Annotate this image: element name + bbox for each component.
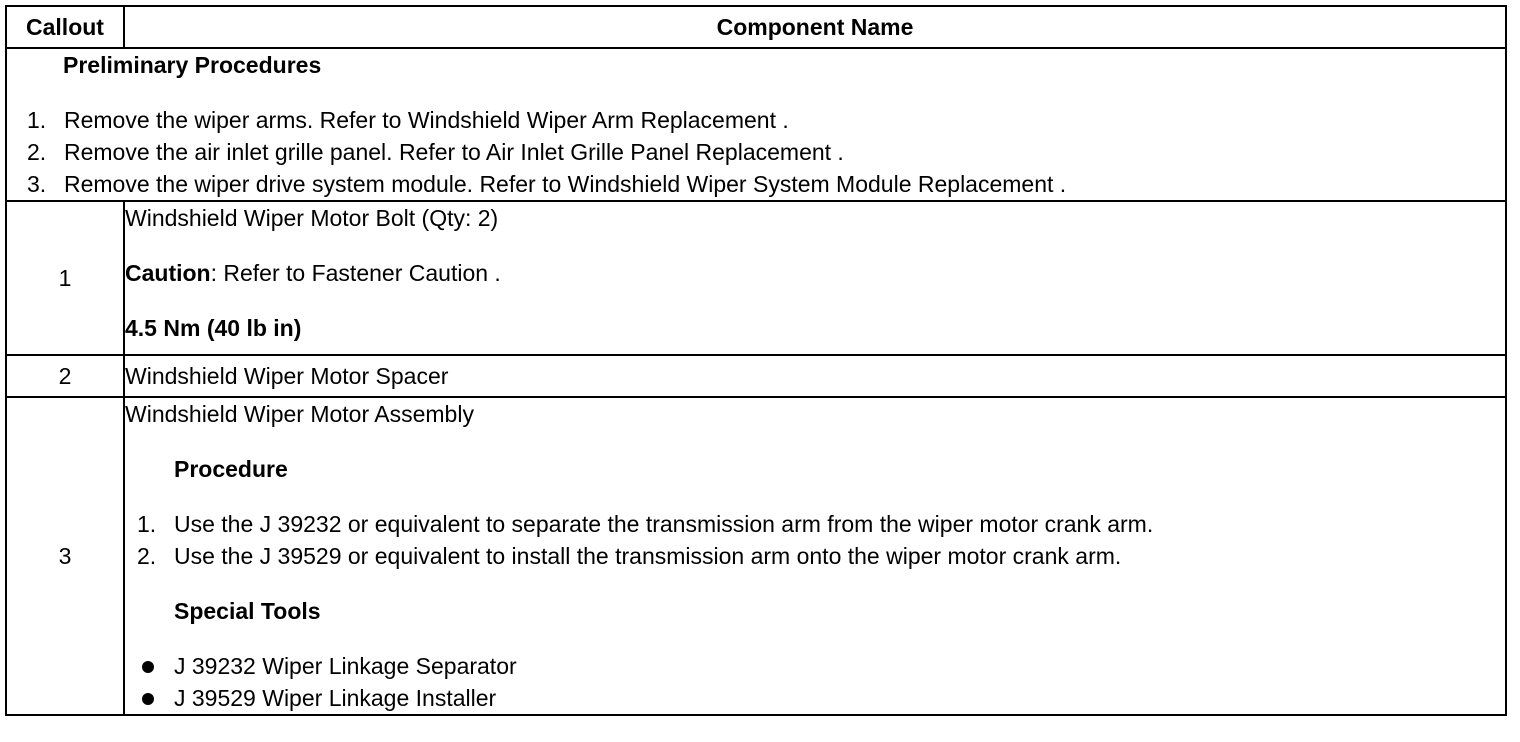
component-name: Windshield Wiper Motor Spacer	[125, 363, 449, 389]
caution-text: : Refer to Fastener Caution .	[210, 260, 501, 286]
caution-line	[125, 257, 1505, 289]
component-name: Windshield Wiper Motor Bolt (Qty: 2)	[125, 205, 499, 231]
step-text: Use the J 39529 or equivalent to install the transmission arm onto the wiper motor crank arm.	[174, 543, 1122, 569]
callout-number: 1	[6, 201, 124, 355]
preliminary-title: Preliminary Procedures	[63, 52, 322, 78]
step-number: 3.	[27, 171, 47, 197]
callout-number: 3	[6, 397, 124, 715]
component-cell	[124, 355, 1506, 397]
bullet-icon	[142, 661, 154, 673]
caution-label: Caution	[125, 260, 211, 286]
preliminary-row	[6, 48, 1506, 201]
tool-text: J 39232 Wiper Linkage Separator	[174, 653, 517, 679]
procedure-steps	[125, 508, 1505, 572]
step-number: 1.	[27, 107, 47, 133]
component-cell	[124, 397, 1506, 715]
component-table	[5, 5, 1507, 716]
header-component-name: Component Name	[124, 6, 1506, 48]
preliminary-step	[7, 168, 1505, 200]
step-text: Remove the wiper arms. Refer to Windshield Wiper Arm Replacement .	[64, 107, 789, 133]
component-name: Windshield Wiper Motor Assembly	[125, 401, 474, 427]
special-tools-title: Special Tools	[174, 598, 321, 624]
procedure-title: Procedure	[174, 456, 288, 482]
list-item	[125, 650, 1505, 682]
header-callout: Callout	[6, 6, 124, 48]
component-cell	[124, 201, 1506, 355]
procedure-step	[125, 508, 1505, 540]
header-row	[6, 6, 1506, 48]
table-row	[6, 201, 1506, 355]
bullet-icon	[142, 693, 154, 705]
step-number: 2.	[27, 139, 47, 165]
callout-number: 2	[6, 355, 124, 397]
step-number: 1.	[137, 511, 157, 537]
torque-spec: 4.5 Nm (40 lb in)	[125, 315, 302, 341]
preliminary-cell	[6, 48, 1506, 201]
table-row	[6, 397, 1506, 715]
step-text: Remove the wiper drive system module. Refer to Windshield Wiper System Module Replacement .	[64, 171, 1067, 197]
list-item	[125, 682, 1505, 714]
procedure-step	[125, 540, 1505, 572]
step-text: Remove the air inlet grille panel. Refer to Air Inlet Grille Panel Replacement .	[64, 139, 844, 165]
special-tools-list	[125, 650, 1505, 714]
step-number: 2.	[137, 543, 157, 569]
step-text: Use the J 39232 or equivalent to separate the transmission arm from the wiper motor crank arm.	[174, 511, 1154, 537]
preliminary-step	[7, 136, 1505, 168]
preliminary-step	[7, 104, 1505, 136]
table-row	[6, 355, 1506, 397]
preliminary-steps	[7, 104, 1505, 200]
tool-text: J 39529 Wiper Linkage Installer	[174, 685, 497, 711]
